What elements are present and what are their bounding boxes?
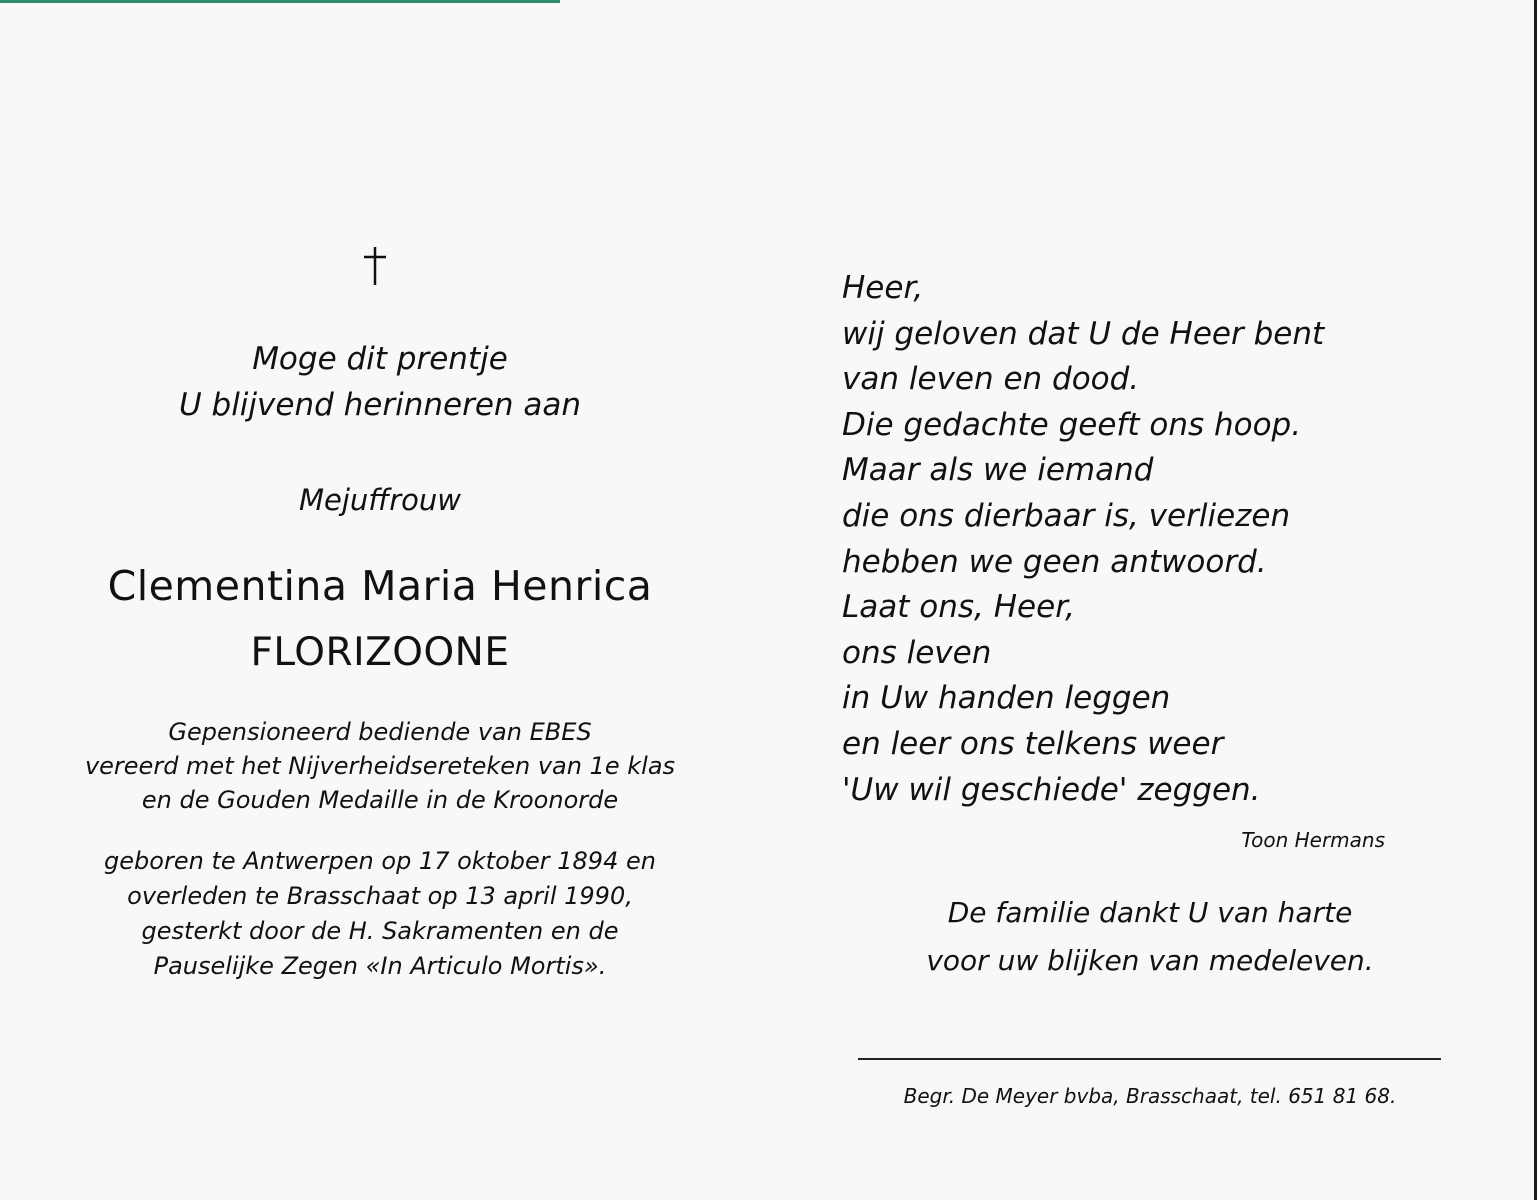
- poem-author: Toon Hermans: [1241, 828, 1385, 852]
- poem-line: die ons dierbaar is, verliezen: [842, 497, 1291, 534]
- poem-line: Die gedachte geeft ons hoop.: [842, 406, 1302, 443]
- poem-line: en leer ons telkens weer: [842, 725, 1224, 762]
- birth-death-dates: [40, 844, 720, 984]
- honorific: Mejuffrouw: [299, 483, 461, 517]
- family-thanks: [880, 889, 1420, 985]
- poem-line: Heer,: [842, 270, 924, 306]
- dates-line: gesterkt door de H. Sakramenten en de: [141, 917, 619, 945]
- divider: [858, 1058, 1441, 1060]
- poem-line: Maar als we iemand: [842, 452, 1154, 489]
- given-names: Clementina Maria Henrica: [107, 562, 653, 610]
- thanks-line: voor uw blijken van medeleven.: [926, 944, 1374, 977]
- poem-line: wij geloven dat U de Heer bent: [842, 315, 1325, 352]
- thanks-line: De familie dankt U van harte: [947, 896, 1353, 929]
- dates-line: geboren te Antwerpen op 17 oktober 1894 en: [104, 847, 656, 875]
- intro-text: [40, 336, 720, 428]
- bio-line: Gepensioneerd bediende van EBES: [168, 718, 592, 746]
- intro-line: U blijvend herinneren aan: [178, 387, 582, 423]
- scan-edge-top: [0, 0, 560, 3]
- bio-line: en de Gouden Medaille in de Kroonorde: [141, 786, 619, 814]
- poem-line: 'Uw wil geschiede' zeggen.: [842, 771, 1261, 808]
- dates-line: overleden te Brasschaat op 13 april 1990,: [127, 882, 633, 910]
- dates-line: Pauselijke Zegen «In Articulo Mortis».: [153, 952, 607, 980]
- poem-line: in Uw handen leggen: [842, 680, 1171, 717]
- biography: [40, 715, 720, 817]
- surname: FLORIZOONE: [250, 630, 510, 675]
- intro-line: Moge dit prentje: [252, 341, 508, 377]
- printer-credit: Begr. De Meyer bvba, Brasschaat, tel. 651 81 68.: [903, 1084, 1397, 1108]
- poem-line: van leven en dood.: [842, 361, 1140, 398]
- poem-line: Laat ons, Heer,: [842, 589, 1075, 626]
- poem-line: ons leven: [842, 634, 992, 671]
- cross-icon: [355, 243, 395, 287]
- poem: [842, 266, 1324, 813]
- poem-line: hebben we geen antwoord.: [842, 543, 1267, 580]
- bio-line: vereerd met het Nijverheidsereteken van 1e klas: [84, 752, 676, 780]
